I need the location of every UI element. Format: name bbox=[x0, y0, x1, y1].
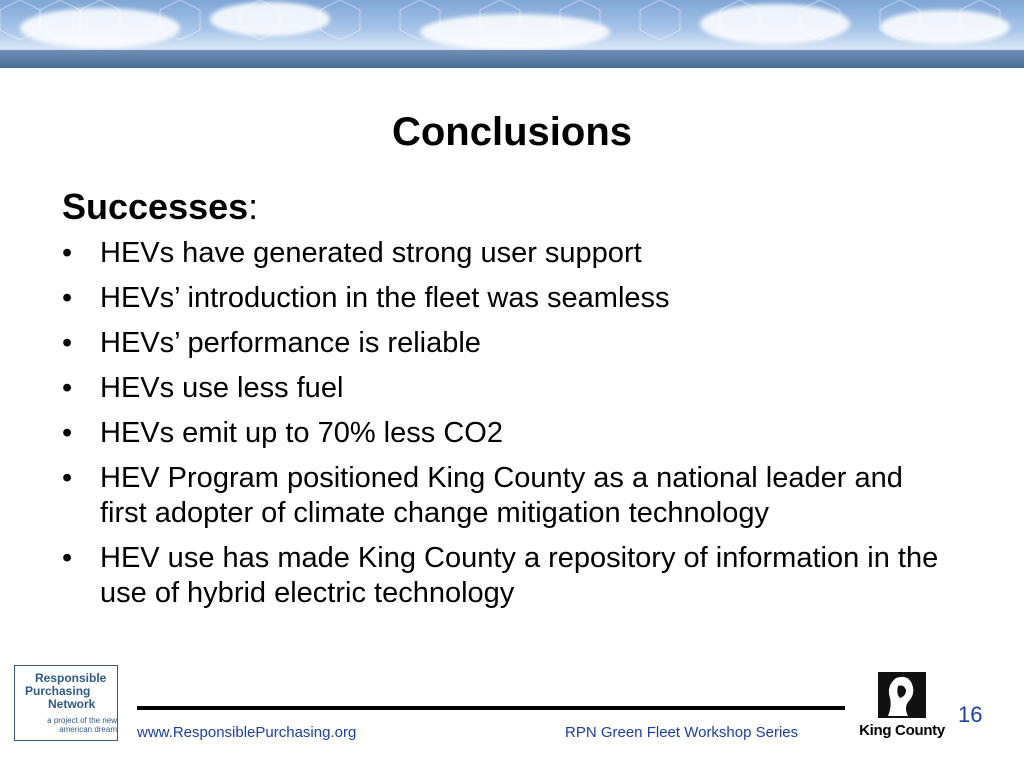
section-heading bbox=[62, 186, 258, 228]
footer-series-title: RPN Green Fleet Workshop Series bbox=[565, 724, 799, 741]
section-heading-label: Successes bbox=[62, 186, 249, 227]
bullet-item bbox=[62, 371, 942, 406]
bullet-icon: • bbox=[62, 282, 73, 314]
bullet-text: HEVs’ introduction in the fleet was seamless bbox=[100, 282, 670, 314]
bullet-text: HEVs’ performance is reliable bbox=[100, 327, 481, 359]
king-county-name: King County bbox=[859, 722, 945, 739]
bullet-icon: • bbox=[62, 462, 73, 494]
rpn-logo-line3: Network bbox=[48, 697, 96, 711]
bullet-list bbox=[62, 236, 942, 621]
header-banner bbox=[0, 0, 1024, 68]
bullet-icon: • bbox=[62, 372, 73, 404]
bullet-icon: • bbox=[62, 417, 73, 449]
bullet-text: HEVs have generated strong user support bbox=[100, 237, 642, 269]
bullet-icon: • bbox=[62, 542, 73, 574]
section-heading-colon: : bbox=[248, 186, 259, 227]
bullet-item bbox=[62, 326, 942, 361]
bullet-text: HEV use has made King County a repository of information in the use of hybrid electric technology bbox=[100, 542, 939, 609]
footer-divider bbox=[137, 706, 845, 710]
rpn-logo-line2: Purchasing bbox=[25, 684, 91, 698]
bullet-item bbox=[62, 281, 942, 316]
bullet-item bbox=[62, 416, 942, 451]
rpn-logo-line1: Responsible bbox=[35, 671, 107, 685]
bullet-icon: • bbox=[62, 327, 73, 359]
king-county-portrait-icon bbox=[878, 672, 926, 718]
bullet-text: HEV Program positioned King County as a national leader and first adopter of climate change mitigation technology bbox=[100, 462, 903, 529]
bullet-icon: • bbox=[62, 237, 73, 269]
bullet-text: HEVs use less fuel bbox=[100, 372, 344, 404]
rpn-logo-tagline: a project of the new american dream bbox=[47, 716, 117, 734]
bullet-item bbox=[62, 461, 942, 531]
slide-title: Conclusions bbox=[391, 110, 633, 154]
rpn-logo bbox=[14, 665, 118, 741]
footer-website-link[interactable]: www.ResponsiblePurchasing.org bbox=[137, 724, 357, 741]
king-county-logo bbox=[852, 672, 952, 744]
page-number: 16 bbox=[958, 702, 983, 727]
bullet-item bbox=[62, 236, 942, 271]
bullet-item bbox=[62, 541, 942, 611]
bullet-text: HEVs emit up to 70% less CO2 bbox=[100, 417, 503, 449]
